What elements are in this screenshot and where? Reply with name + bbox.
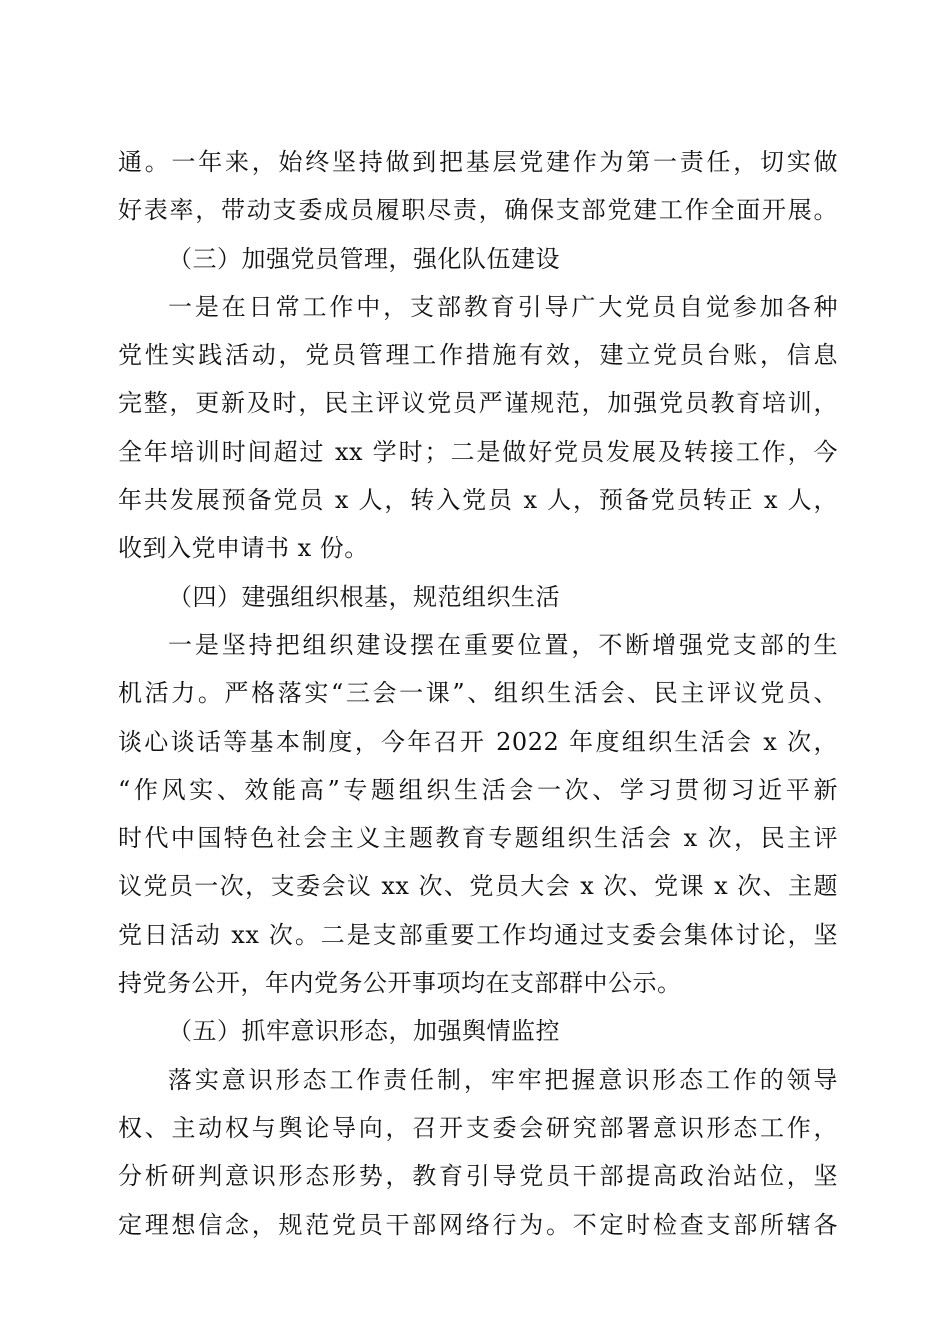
document-body <box>118 138 838 1249</box>
paragraph-line: 定理想信念，规范党员干部网络行为。不定时检查支部所辖各 <box>118 1210 838 1239</box>
paragraph-line: 一是在日常工作中，支部教育引导广大党员自觉参加各种 <box>168 292 838 321</box>
paragraph-line: 年共发展预备党员 x 人，转入党员 x 人，预备党员转正 x 人， <box>118 486 838 515</box>
paragraph-line: 一是坚持把组织建设摆在重要位置，不断增强党支部的生 <box>168 630 838 659</box>
paragraph-line: 议党员一次，支委会议 xx 次、党员大会 x 次、党课 x 次、主题 <box>118 872 838 901</box>
paragraph-line: 党性实践活动，党员管理工作措施有效，建立党员台账，信息 <box>118 341 838 370</box>
paragraph-line: 分析研判意识形态形势，教育引导党员干部提高政治站位，坚 <box>118 1162 838 1191</box>
paragraph-line: 权、主动权与舆论导向，召开支委会研究部署意识形态工作， <box>118 1113 838 1142</box>
paragraph-line: 好表率，带动支委成员履职尽责，确保支部党建工作全面开展。 <box>118 196 838 225</box>
section-heading-3: （三）加强党员管理，强化队伍建设 <box>168 244 560 273</box>
paragraph-line: 落实意识形态工作责任制，牢牢把握意识形态工作的领导 <box>168 1065 838 1094</box>
paragraph-line: 时代中国特色社会主义主题教育专题组织生活会 x 次，民主评 <box>118 824 838 853</box>
paragraph-line: 持党务公开，年内党务公开事项均在支部群中公示。 <box>118 969 682 998</box>
section-heading-5: （五）抓牢意识形态，加强舆情监控 <box>168 1017 560 1046</box>
paragraph-line: 通。一年来，始终坚持做到把基层党建作为第一责任，切实做 <box>118 148 838 176</box>
paragraph-line: “作风实、效能高”专题组织生活会一次、学习贯彻习近平新 <box>118 775 838 804</box>
paragraph-line: 党日活动 xx 次。二是支部重要工作均通过支委会集体讨论，坚 <box>118 920 838 949</box>
paragraph-line: 收到入党申请书 x 份。 <box>118 534 369 563</box>
paragraph-line: 完整，更新及时，民主评议党员严谨规范，加强党员教育培训， <box>118 389 838 418</box>
paragraph-line: 机活力。严格落实“三会一课”、组织生活会、民主评议党员、 <box>118 679 838 708</box>
paragraph-line: 谈心谈话等基本制度，今年召开 2022 年度组织生活会 x 次， <box>118 727 838 756</box>
paragraph-line: 全年培训时间超过 xx 学时；二是做好党员发展及转接工作，今 <box>118 437 838 466</box>
section-heading-4: （四）建强组织根基，规范组织生活 <box>168 582 560 611</box>
